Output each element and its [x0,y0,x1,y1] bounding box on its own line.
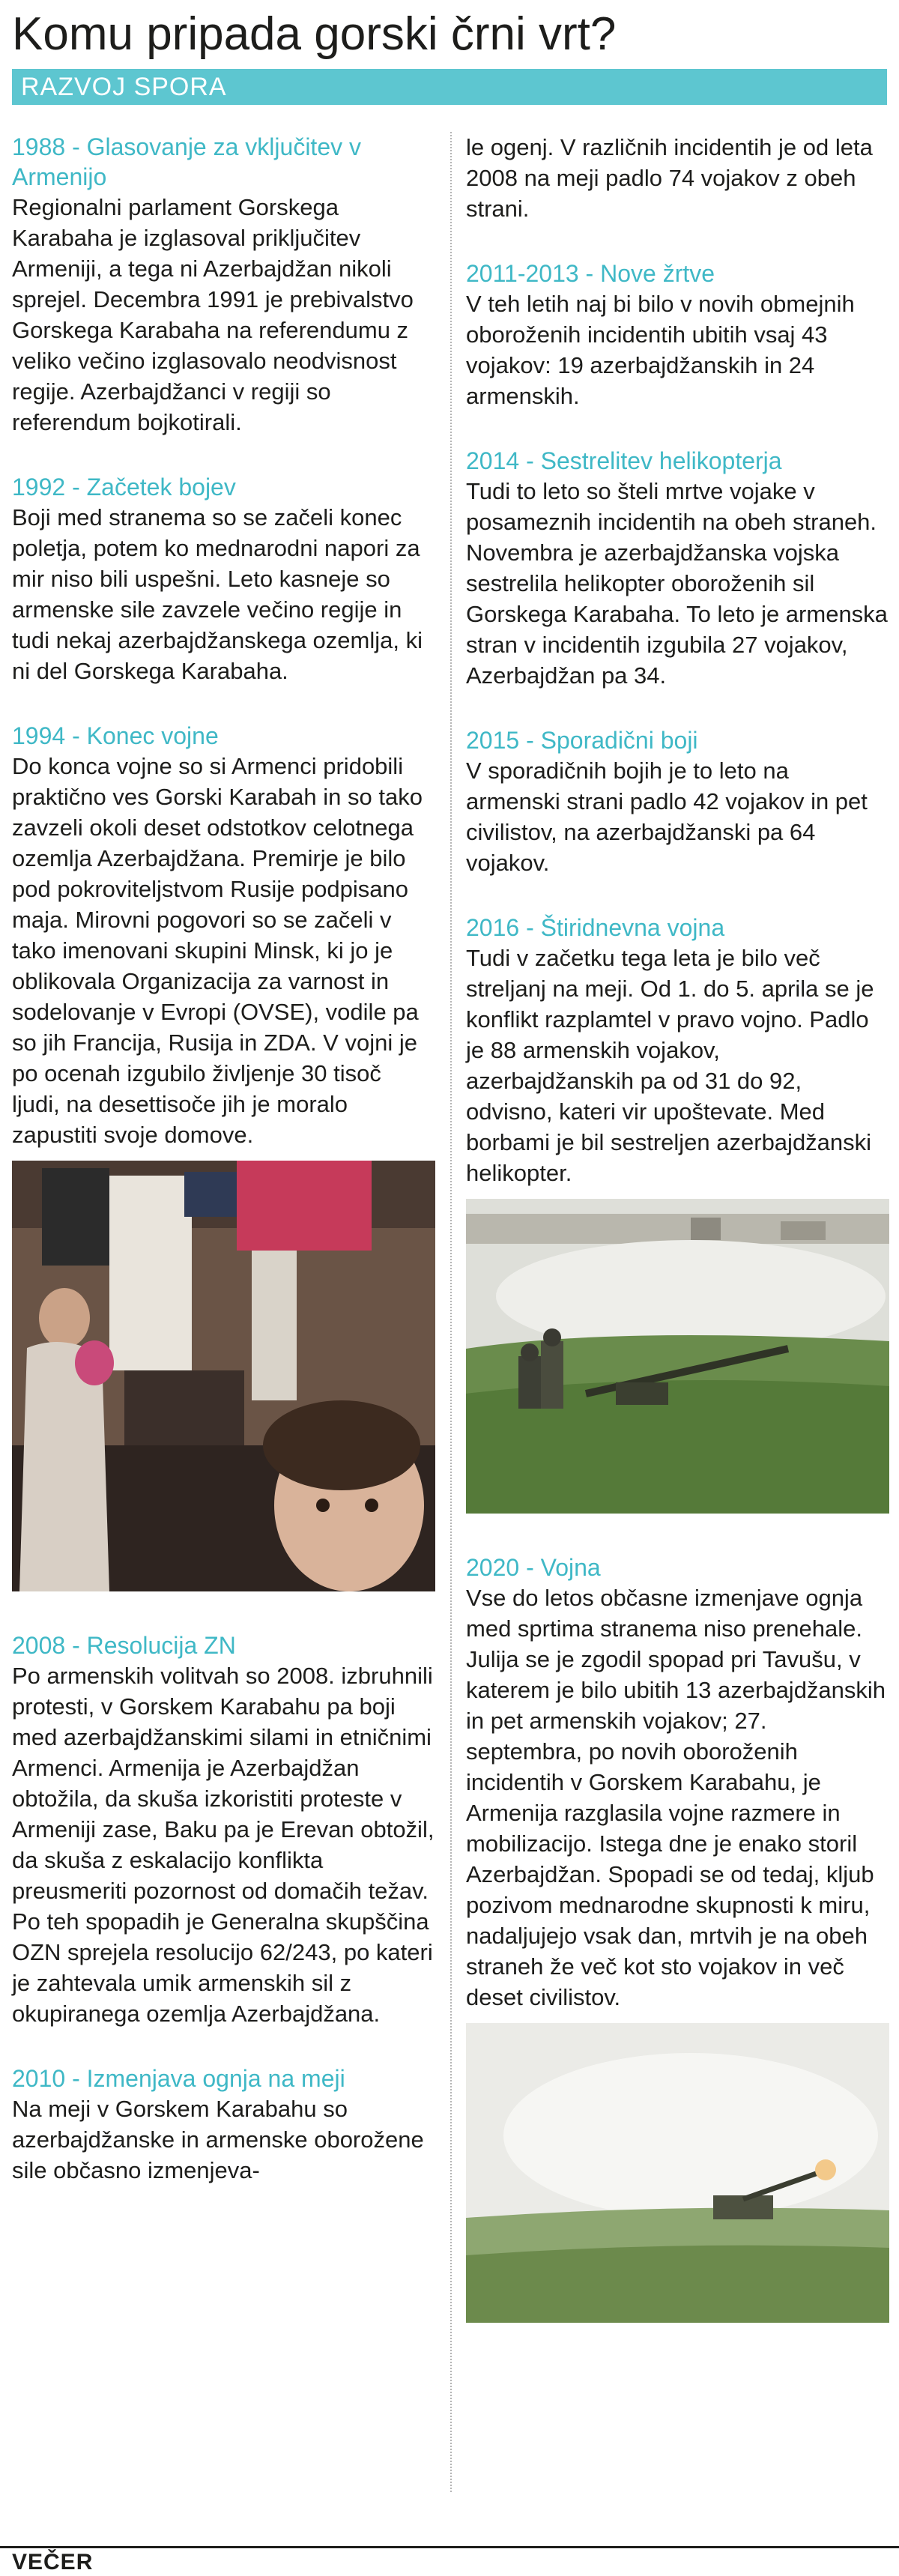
entry-body: Regionalni parlament Gorskega Karabaha je izglasoval priključitev Armeniji, a tega ni Azerbajdžan nikoli sprejel. Decembra 1991 je prebivalstvo Gorskega Karabaha na referendumu z veliko večino izglasovalo neodvisnost regije. Azerbajdžanci v regiji so referendum bojkotirali. [12,194,414,435]
timeline-entry-2010 [12,2063,435,2186]
entry-body: Boji med stranema so se začeli konec poletja, potem ko mednarodni napori za mir niso bili uspešni. Leto kasneje so armenske sile zavzele večino regije in tudi nekaj azerbajdžanskega ozemlja, ki ni del Gorskega Karabaha. [12,504,423,684]
timeline-entry-2015 [466,725,889,878]
entry-heading: 2008 - Resolucija ZN [12,1632,236,1659]
refugees-photo [12,1161,435,1591]
artillery-photo [466,2023,889,2323]
howitzer-photo [466,1199,889,1514]
section-banner: RAZVOJ SPORA [12,69,887,105]
column-divider [450,132,452,2492]
timeline-entry-1988 [12,132,435,438]
howitzer-photo-illustration [466,1199,889,1514]
entry-heading: 2016 - Štiridnevna vojna [466,914,725,941]
entry-body: Tudi to leto so šteli mrtve vojake v posameznih incidentih na obeh straneh. Novembra je azerbajdžanska vojska sestrelila helikopter oboroženih sil Gorskega Karabaha. To leto je armenska stran v incidentih izgubila 27 vojakov, Azerbajdžan pa 34. [466,478,888,689]
footer-rule [0,2546,899,2548]
entry-body: V teh letih naj bi bilo v novih obmejnih oboroženih incidentih ubitih vsaj 43 vojakov: 19 azerbajdžanskih in 24 armenskih. [466,291,855,409]
timeline-entry-2016 [466,913,889,1188]
entry-body: Na meji v Gorskem Karabahu so azerbajdžanske in armenske oborožene sile občasno izmenjeva- [12,2096,424,2183]
left-column [12,132,435,2220]
right-column [466,132,889,2362]
entry-body: V sporadičnih bojih je to leto na armenski strani padlo 42 vojakov in pet civilistov, na azerbajdžanski pa 64 vojakov. [466,758,868,876]
timeline-entry-2010-continued [466,132,889,224]
entry-heading: 1988 - Glasovanje za vključitev v Armenijo [12,133,361,190]
entry-body: Po armenskih volitvah so 2008. izbruhnili protesti, v Gorskem Karabahu pa boji med azerbajdžanskimi silami in etničnimi Armenci. Armenija je Azerbajdžan obtožila, da skuša izkoristiti proteste v Armeniji zase, Baku pa je Erevan obtožil, da skuša z eskalacijo konflikta preusmeriti pozornost od domačih težav. Po teh spopadih je Generalna skupščina OZN sprejela resolucijo 62/243, po kateri je zahtevala umik armenskih sil z okupiranega ozemlja Azerbajdžana. [12,1663,435,2027]
timeline-entry-1994 [12,721,435,1150]
entry-body: Tudi v začetku tega leta je bilo več streljanj na meji. Od 1. do 5. aprila se je konflikt razplamtel v pravo vojno. Padlo je 88 armenskih vojakov, azerbajdžanskih pa od 31 do 92, odvisno, kateri vir upoštevate. Med borbami je bil sestreljen azerbajdžanski helikopter. [466,945,874,1186]
publication-logo: VEČER [12,2550,94,2575]
timeline-entry-2011-2013 [466,258,889,411]
timeline-entry-2008 [12,1630,435,2029]
entry-heading: 2020 - Vojna [466,1554,601,1581]
entry-heading: 2015 - Sporadični boji [466,727,698,754]
entry-body: Vse do letos občasne izmenjave ognja med sprtima stranema niso prenehale. Julija se je zgodil spopad pri Tavušu, v katerem je bilo ubitih 13 azerbajdžanskih in pet armenskih vojakov; 27. septembra, po novih oboroženih incidentih v Gorskem Karabahu, je Armenija razglasila vojne razmere in mobilizacijo. Istega dne je enako storil Azerbajdžan. Spopadi se od tedaj, kljub pozivom mednarodne skupnosti k miru, nadaljujejo vsak dan, mrtvih je na obeh straneh že več kot sto vojakov in več deset civilistov. [466,1585,886,2010]
refugees-photo-illustration [12,1161,435,1591]
entry-body: le ogenj. V različnih incidentih je od leta 2008 na meji padlo 74 vojakov z obeh strani. [466,134,873,222]
entry-heading: 2011-2013 - Nove žrtve [466,260,715,287]
page-title: Komu pripada gorski črni vrt? [12,8,617,60]
entry-heading: 2010 - Izmenjava ognja na meji [12,2065,345,2092]
artillery-photo-illustration [466,2023,889,2323]
entry-heading: 2014 - Sestrelitev helikopterja [466,447,782,474]
timeline-entry-2014 [466,446,889,691]
timeline-entry-1992 [12,472,435,686]
entry-heading: 1992 - Začetek bojev [12,474,236,501]
timeline-entry-2020 [466,1552,889,2013]
entry-heading: 1994 - Konec vojne [12,722,219,749]
entry-body: Do konca vojne so si Armenci pridobili praktično ves Gorski Karabah in so tako zavzeli okoli deset odstotkov celotnega ozemlja Azerbajdžana. Premirje je bilo pod pokroviteljstvom Rusije podpisano maja. Mirovni pogovori so se začeli v tako imenovani skupini Minsk, ki jo je oblikovala Organizacija za varnost in sodelovanje v Evropi (OVSE), vodile pa so jih Francija, Rusija in ZDA. V vojni je po ocenah izgubilo življenje 30 tisoč ljudi, na desettisoče jih je moralo zapustiti svoje domove. [12,753,423,1148]
